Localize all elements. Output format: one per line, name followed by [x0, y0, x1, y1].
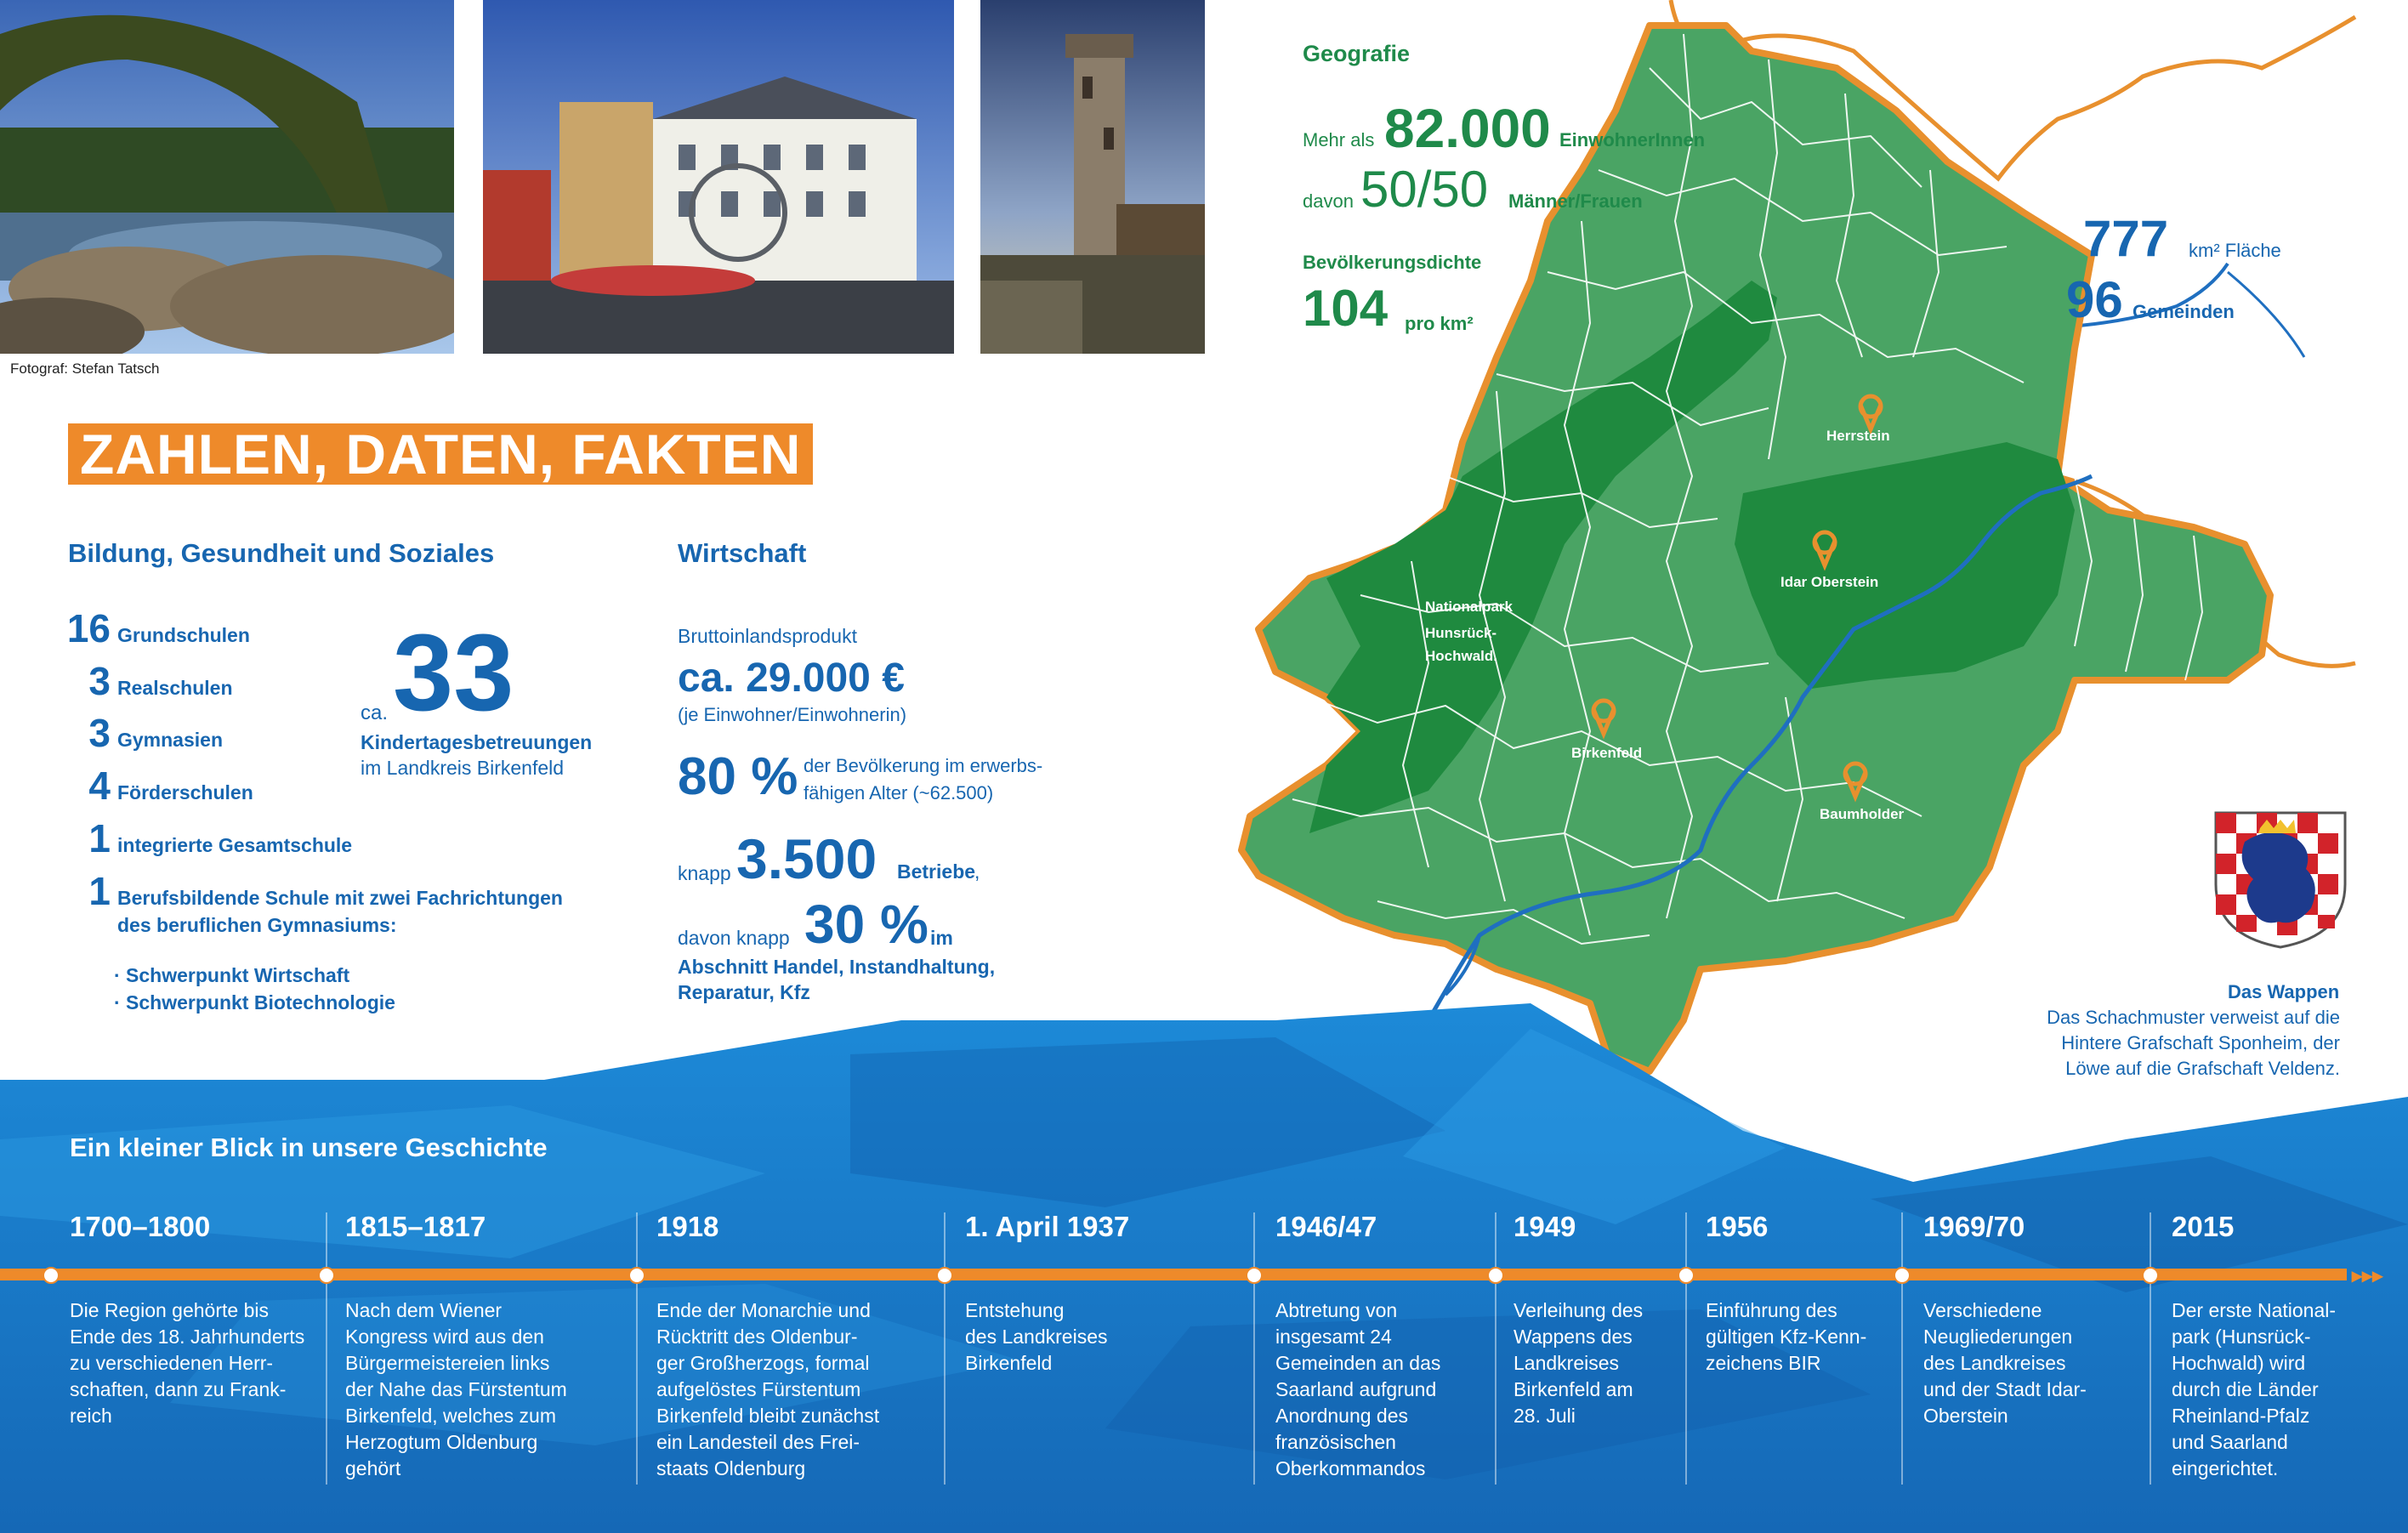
timeline-separator [1901, 1212, 1903, 1485]
timeline-separator [636, 1212, 638, 1485]
map-label-nationalpark-1: Nationalpark [1425, 599, 1513, 615]
ratio-label: Männer/Frauen [1508, 190, 1643, 212]
timeline-dot [1678, 1267, 1695, 1284]
handel-prefix: davon knapp [678, 927, 790, 949]
kita-label: Kindertagesbetreuungen [361, 731, 593, 753]
handel-line2: Reparatur, Kfz [678, 981, 810, 1003]
einwohner-label: EinwohnerInnen [1559, 129, 1706, 150]
event-year: 1. April 1937 [965, 1211, 1130, 1242]
timeline-separator [1253, 1212, 1255, 1485]
wirtschaft-heading: Wirtschaft [678, 538, 807, 568]
erwerb-line1: der Bevölkerung im erwerbs- [804, 755, 1043, 776]
geografie-heading: Geografie [1303, 41, 1411, 66]
timeline-dot [628, 1267, 645, 1284]
bildung-item [60, 605, 250, 651]
betriebe-label: Betriebe [897, 860, 976, 883]
map-label-herrstein: Herrstein [1826, 428, 1890, 444]
timeline-dot [1487, 1267, 1504, 1284]
handel-line1: Abschnitt Handel, Instandhaltung, [678, 956, 996, 978]
bildung-item [60, 763, 253, 809]
timeline-separator [944, 1212, 946, 1485]
erwerb-line2: fähigen Alter (~62.500) [804, 782, 994, 803]
event-year: 1956 [1706, 1211, 1769, 1242]
event-text: Verschiedene Neugliederungen des Landkreises und der Stadt Idar- Oberstein [1923, 1299, 2087, 1427]
timeline-separator [326, 1212, 327, 1485]
bildung-item-label: Realschulen [117, 677, 233, 699]
bullet-biotechnologie: · Schwerpunkt Biotechnologie [114, 991, 395, 1013]
gemeinden-number: 96 [2066, 271, 2123, 328]
timeline-dot [2142, 1267, 2159, 1284]
bip-value: ca. 29.000 € [678, 656, 905, 701]
timeline-separator [1685, 1212, 1687, 1485]
event-year: 1946/47 [1275, 1211, 1377, 1242]
bip-label: Bruttoinlandsprodukt [678, 625, 857, 647]
bildung-item-label: integrierte Gesamtschule [117, 834, 353, 856]
coat-of-arms [2211, 808, 2350, 951]
betriebe-comma: , [974, 860, 980, 883]
event-text: Nach dem Wiener Kongress wird aus den Bürgermeistereien links der Nahe das Fürstentum Birkenfeld, welches zum Herzogtum Oldenburg gehört [345, 1299, 567, 1479]
bildung-item-label: Förderschulen [117, 781, 253, 803]
geschichte-heading: Ein kleiner Blick in unsere Geschichte [70, 1133, 548, 1162]
timeline-separator [1495, 1212, 1496, 1485]
wappen-line3: Löwe auf die Grafschaft Veldenz. [2065, 1058, 2340, 1079]
event-year: 1700–1800 [70, 1211, 211, 1242]
kita-sub: im Landkreis Birkenfeld [361, 757, 565, 779]
wappen-line2: Hintere Grafschaft Sponheim, der [2061, 1032, 2340, 1053]
timeline-arrows: ▸▸▸ [2352, 1264, 2383, 1287]
betriebe-number: 3.500 [736, 827, 877, 890]
photo-credit: Fotograf: Stefan Tatsch [10, 361, 160, 377]
timeline-dot [43, 1267, 60, 1284]
timeline-dot [1246, 1267, 1263, 1284]
timeline-line [0, 1269, 2347, 1280]
map-label-idar-oberstein: Idar Oberstein [1780, 574, 1879, 590]
photo-tower [980, 0, 1205, 354]
timeline-dot [318, 1267, 335, 1284]
event-text: Einführung des gültigen Kfz-Kenn- zeichens BIR [1706, 1299, 1867, 1374]
handel-im: im [930, 927, 953, 949]
dichte-label: Bevölkerungsdichte [1303, 252, 1482, 273]
event-text: Verleihung des Wappens des Landkreises Birkenfeld am 28. Juli [1514, 1299, 1644, 1427]
bildung-item-label: Grundschulen [117, 624, 250, 646]
bildung-item-num: 1 [88, 869, 111, 913]
timeline-dot [1894, 1267, 1911, 1284]
bullet-wirtschaft: · Schwerpunkt Wirtschaft [114, 964, 350, 986]
event-text: Abtretung von insgesamt 24 Gemeinden an das Saarland aufgrund Anordnung des französischen Oberkommandos [1275, 1299, 1441, 1479]
bildung-item [60, 815, 352, 861]
map-label-baumholder: Baumholder [1820, 806, 1905, 822]
event-text: Ende der Monarchie und Rücktritt des Oldenbur- ger Großherzogs, formal aufgelöstes Fürstentum Birkenfeld bleibt zunächst ein Landesteil des Frei- staats Oldenburg [656, 1299, 880, 1479]
event-text: Der erste National- park (Hunsrück- Hochwald) wird durch die Länder Rheinland-Pfalz und Saarland eingerichtet. [2172, 1299, 2337, 1479]
einwohner-number: 82.000 [1384, 98, 1551, 159]
bildung-item-num: 1 [88, 816, 111, 860]
event-year: 1815–1817 [345, 1211, 486, 1242]
map-label-nationalpark-3: Hochwald. [1425, 648, 1498, 664]
erwerb-number: 80 % [678, 747, 798, 806]
ratio-value: 50/50 [1360, 161, 1489, 218]
map-label-birkenfeld: Birkenfeld [1571, 745, 1643, 761]
event-text: Entstehung des Landkreises Birkenfeld [965, 1299, 1108, 1374]
mehr-als: Mehr als [1303, 129, 1375, 150]
photo-river [0, 0, 454, 354]
bildung-item-label-line2: des beruflichen Gymnasiums: [117, 914, 397, 936]
dichte-number: 104 [1303, 280, 1389, 337]
bildung-item-label: Gymnasien [117, 729, 223, 751]
event-year: 1949 [1514, 1211, 1576, 1242]
bildung-item [60, 868, 563, 914]
betriebe-prefix: knapp [678, 862, 731, 884]
wappen-title: Das Wappen [2228, 981, 2340, 1002]
bildung-item [60, 710, 223, 756]
wappen-line1: Das Schachmuster verweist auf die [2047, 1007, 2340, 1028]
handel-number: 30 % [804, 894, 929, 955]
bildung-item-num: 3 [88, 711, 111, 755]
page-title: ZAHLEN, DATEN, FAKTEN [68, 423, 813, 485]
bildung-heading: Bildung, Gesundheit und Soziales [68, 538, 495, 568]
event-year: 1969/70 [1923, 1211, 2025, 1242]
bildung-item-num: 3 [88, 659, 111, 703]
bildung-item-label: Berufsbildende Schule mit zwei Fachrichtungen [117, 887, 563, 909]
flaeche-number: 777 [2083, 210, 2169, 267]
event-year: 1918 [656, 1211, 719, 1242]
event-year: 2015 [2172, 1211, 2235, 1242]
davon-label: davon [1303, 190, 1354, 212]
kita-number: 33 [393, 612, 514, 734]
photo-town-square [483, 0, 954, 354]
timeline-dot [936, 1267, 953, 1284]
timeline-separator [2150, 1212, 2151, 1485]
event-text: Die Region gehörte bis Ende des 18. Jahrhunderts zu verschiedenen Herr- schaften, dann zu Frank- reich [70, 1299, 305, 1427]
gemeinden-label: Gemeinden [2133, 301, 2235, 322]
kita-prefix: ca. [361, 701, 389, 724]
bildung-item-num: 4 [88, 764, 111, 808]
flaeche-label: km² Fläche [2189, 240, 2281, 261]
map-label-nationalpark-2: Hunsrück- [1425, 625, 1497, 641]
bildung-item [60, 658, 233, 704]
bip-sub: (je Einwohner/Einwohnerin) [678, 704, 907, 725]
dichte-unit: pro km² [1405, 313, 1474, 334]
bildung-item-num: 16 [66, 606, 111, 650]
